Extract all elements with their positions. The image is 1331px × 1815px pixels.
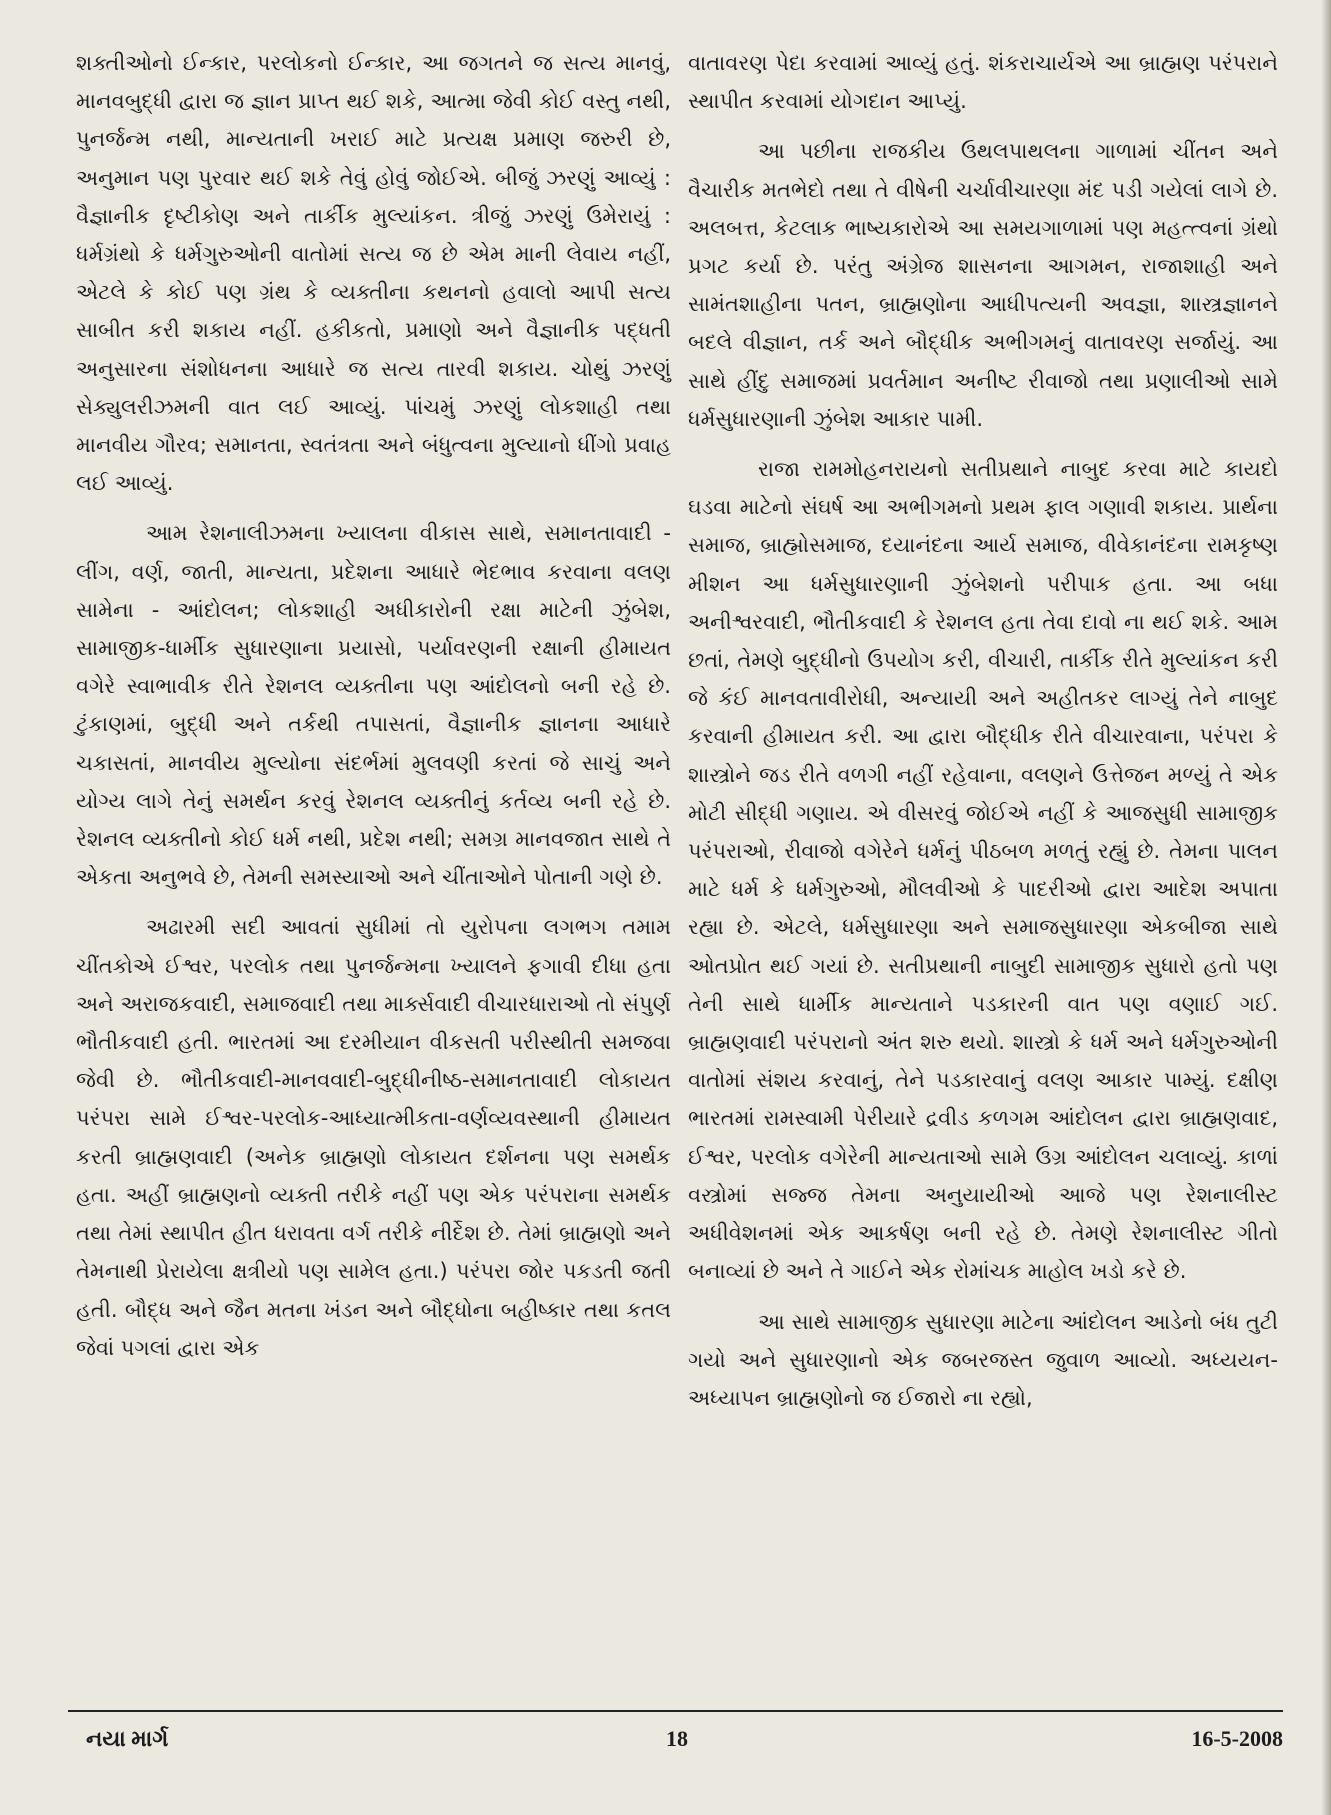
magazine-name: નયા માર્ગ: [86, 1726, 169, 1751]
paragraph: આ સાથે સામાજીક સુધારણા માટેના આંદોલન આડેનો બંધ તુટી ગયો અને સુધારણાનો એક જબરજસ્ત જુવાળ આવ્યો. અધ્યયન-અધ્યાપન બ્રાહ્મણોનો જ ઈજારો ના રહ્યો,: [688, 1309, 1278, 1410]
paragraph: વાતાવરણ પેદા કરવામાં આવ્યું હતું. શંકરાચાર્યએ આ બ્રાહ્મણ પરંપરાને સ્થાપીત કરવામાં યોગદાન આપ્યું.: [688, 51, 1278, 114]
paragraph: અઢારમી સદી આવતાં સુધીમાં તો યુરોપના લગભગ તમામ ચીંતકોએ ઈશ્વર, પરલોક તથા પુનર્જન્મના ખ્યાલને ફગાવી દીધા હતા અને અરાજકવાદી, સમાજવાદી તથા માર્ક્સવાદી વીચારધારાઓ તો સંપુર્ણ ભૌતીકવાદી હતી. ભારતમાં આ દરમીયાન વીકસતી પરીસ્થીતી સમજવા જેવી છે. ભૌતીકવાદી-માનવવાદી-બુદ્ધીનીષ્ઠ-સમાનતાવાદી લોકાયત પરંપરા સામે ઈશ્વર-પરલોક-આધ્યાત્મીકતા-વર્ણવ્યવસ્થાની હીમાયત કરતી બ્રાહ્મણવાદી (અનેક બ્રાહ્મણો લોકાયત દર્શનના પણ સમર્થક હતા. અહીં બ્રાહ્મણનો વ્યક્તી તરીકે નહીં પણ એક પરંપરાના સમર્થક તથા તેમાં સ્થાપીત હીત ધરાવતા વર્ગ તરીકે નીર્દેશ છે. તેમાં બ્રાહ્મણો અને તેમનાથી પ્રેરાયેલા ક્ષત્રીયો પણ સામેલ હતા.) પરંપરા જોર પકડતી જતી હતી. બૌદ્ધ અને જૈન મતના ખંડન અને બૌદ્ધોના બહીષ્કાર તથા કતલ જેવાં પગલાં દ્વારા એક: [76, 915, 671, 1360]
paragraph: આમ રેશનાલીઝમના ખ્યાલના વીકાસ સાથે, સમાનતાવાદી - લીંગ, વર્ણ, જાતી, માન્યતા, પ્રદેશના આધારે ભેદભાવ કરવાના વલણ સામેના - આંદોલન; લોકશાહી અધીકારોની રક્ષા માટેની ઝુંબેશ, સામાજીક-ધાર્મીક સુધારણાના પ્રયાસો, પર્યાવરણની રક્ષાની હીમાયત વગેરે સ્વાભાવીક રીતે રેશનલ વ્યક્તીના પણ આંદોલનો બની રહે છે. ટુંકાણમાં, બુદ્ધી અને તર્કથી તપાસતાં, વૈજ્ઞાનીક જ્ઞાનના આધારે ચકાસતાં, માનવીય મુલ્યોના સંદર્ભમાં મુલવણી કરતાં જે સાચું અને યોગ્ય લાગે તેનું સમર્થન કરવું રેશનલ વ્યક્તીનું કર્તવ્ય બની રહે છે. રેશનલ વ્યક્તીનો કોઈ ધર્મ નથી, પ્રદેશ નથી; સમગ્ર માનવજાત સાથે તે એકતા અનુભવે છે, તેમની સમસ્યાઓ અને ચીંતાઓને પોતાની ગણે છે.: [76, 521, 671, 890]
page-number: 18: [666, 1726, 688, 1751]
footer-divider: [68, 1710, 1283, 1712]
issue-date: 16-5-2008: [1191, 1726, 1283, 1751]
left-column: [76, 44, 671, 1379]
page-edge-shadow: [1321, 0, 1331, 1815]
paragraph: રાજા રામમોહનરાયનો સતીપ્રથાને નાબુદ કરવા માટે કાયદો ઘડવા માટેનો સંઘર્ષ આ અભીગમનો પ્રથમ ફાલ ગણાવી શકાય. પ્રાર્થના સમાજ, બ્રાહ્મોસમાજ, દયાનંદના આર્ય સમાજ, વીવેકાનંદના રામકૃષ્ણ મીશન આ ધર્મસુધારણાની ઝુંબેશનો પરીપાક હતા. આ બધા અનીશ્વરવાદી, ભૌતીકવાદી કે રેશનલ હતા તેવા દાવો ના થઈ શકે. આમ છતાં, તેમણે બુદ્ધીનો ઉપયોગ કરી, વીચારી, તાર્કીક રીતે મુલ્યાંકન કરી જે કંઈ માનવતાવીરોધી, અન્યાયી અને અહીતકર લાગ્યું તેને નાબુદ કરવાની હીમાયત કરી. આ દ્વારા બૌદ્ધીક રીતે વીચારવાના, પરંપરા કે શાસ્ત્રોને જડ રીતે વળગી નહીં રહેવાના, વલણને ઉત્તેજન મળ્યું તે એક મોટી સીદ્ધી ગણાય. એ વીસરવું જોઈએ નહીં કે આજસુધી સામાજીક પરંપરાઓ, રીવાજો વગેરેને ધર્મનું પીઠબળ મળતું રહ્યું છે. તેમના પાલન માટે ધર્મ કે ધર્મગુરુઓ, મૌલવીઓ કે પાદરીઓ દ્વારા આદેશ અપાતા રહ્યા છે. એટલે, ધર્મસુધારણા અને સમાજસુધારણા એકબીજા સાથે ઓતપ્રોત થઈ ગયાં છે. સતીપ્રથાની નાબુદી સામાજીક સુધારો હતો પણ તેની સાથે ધાર્મીક માન્યતાને પડકારની વાત પણ વણાઈ ગઈ. બ્રાહ્મણવાદી પરંપરાનો અંત શરુ થયો. શાસ્ત્રો કે ધર્મ અને ધર્મગુરુઓની વાતોમાં સંશય કરવાનું, તેને પડકારવાનું વલણ આકાર પામ્યું. દક્ષીણ ભારતમાં રામસ્વામી પેરીયારે દ્રવીડ કળગમ આંદોલન દ્વારા બ્રાહ્મણવાદ, ઈશ્વર, પરલોક વગેરેની માન્યતાઓ સામે ઉગ્ર આંદોલન ચલાવ્યું. કાળાં વસ્ત્રોમાં સજ્જ તેમના અનુયાયીઓ આજે પણ રેશનાલીસ્ટ અધીવેશનમાં એક આકર્ષણ બની રહે છે. તેમણે રેશનાલીસ્ટ ગીતો બનાવ્યાં છે અને તે ગાઈને એક રોમાંચક માહોલ ખડો કરે છે.: [688, 457, 1278, 1284]
paragraph: આ પછીના રાજકીય ઉથલપાથલના ગાળામાં ચીંતન અને વૈચારીક મતભેદો તથા તે વીષેની ચર્ચાવીચારણા મંદ પડી ગયેલાં લાગે છે. અલબત્ત, કેટલાક ભાષ્યકારોએ આ સમયગાળામાં પણ મહત્ત્વનાં ગ્રંથો પ્રગટ કર્યા છે. પરંતુ અંગ્રેજ શાસનના આગમન, રાજાશાહી અને સામંતશાહીના પતન, બ્રાહ્મણોના આધીપત્યની અવજ્ઞા, શાસ્ત્રજ્ઞાનને બદલે વીજ્ઞાન, તર્ક અને બૌદ્ધીક અભીગમનું વાતાવરણ સર્જાયું. આ સાથે હીંદુ સમાજમાં પ્રવર્તમાન અનીષ્ટ રીવાજો તથા પ્રણાલીઓ સામે ધર્મસુધારણાની ઝુંબેશ આકાર પામી.: [688, 139, 1278, 431]
right-column: [688, 44, 1278, 1429]
paragraph: શક્તીઓનો ઈન્કાર, પરલોકનો ઈન્કાર, આ જગતને જ સત્ય માનવું, માનવબુદ્ધી દ્વારા જ જ્ઞાન પ્રાપ્ત થઈ શકે, આત્મા જેવી કોઈ વસ્તુ નથી, પુનર્જન્મ નથી, માન્યતાની ખરાઈ માટે પ્રત્યક્ષ પ્રમાણ જરુરી છે, અનુમાન પણ પુરવાર થઈ શકે તેવું હોવું જોઈએ. બીજું ઝરણું આવ્યું : વૈજ્ઞાનીક દૃષ્ટીકોણ અને તાર્કીક મુલ્યાંકન. ત્રીજું ઝરણું ઉમેરાયું : ધર્મગ્રંથો કે ધર્મગુરુઓની વાતોમાં સત્ય જ છે એમ માની લેવાય નહીં, એટલે કે કોઈ પણ ગ્રંથ કે વ્યક્તીના કથનનો હવાલો આપી સત્ય સાબીત કરી શકાય નહીં. હકીકતો, પ્રમાણો અને વૈજ્ઞાનીક પદ્ધતી અનુસારના સંશોધનના આધારે જ સત્ય તારવી શકાય. ચોથું ઝરણું સેક્યુલરીઝમની વાત લઈ આવ્યું. પાંચમું ઝરણું લોકશાહી તથા માનવીય ગૌરવ; સમાનતા, સ્વતંત્રતા અને બંધુત્વના મુલ્યાનો ધીંગો પ્રવાહ લઈ આવ્યું.: [76, 51, 671, 496]
